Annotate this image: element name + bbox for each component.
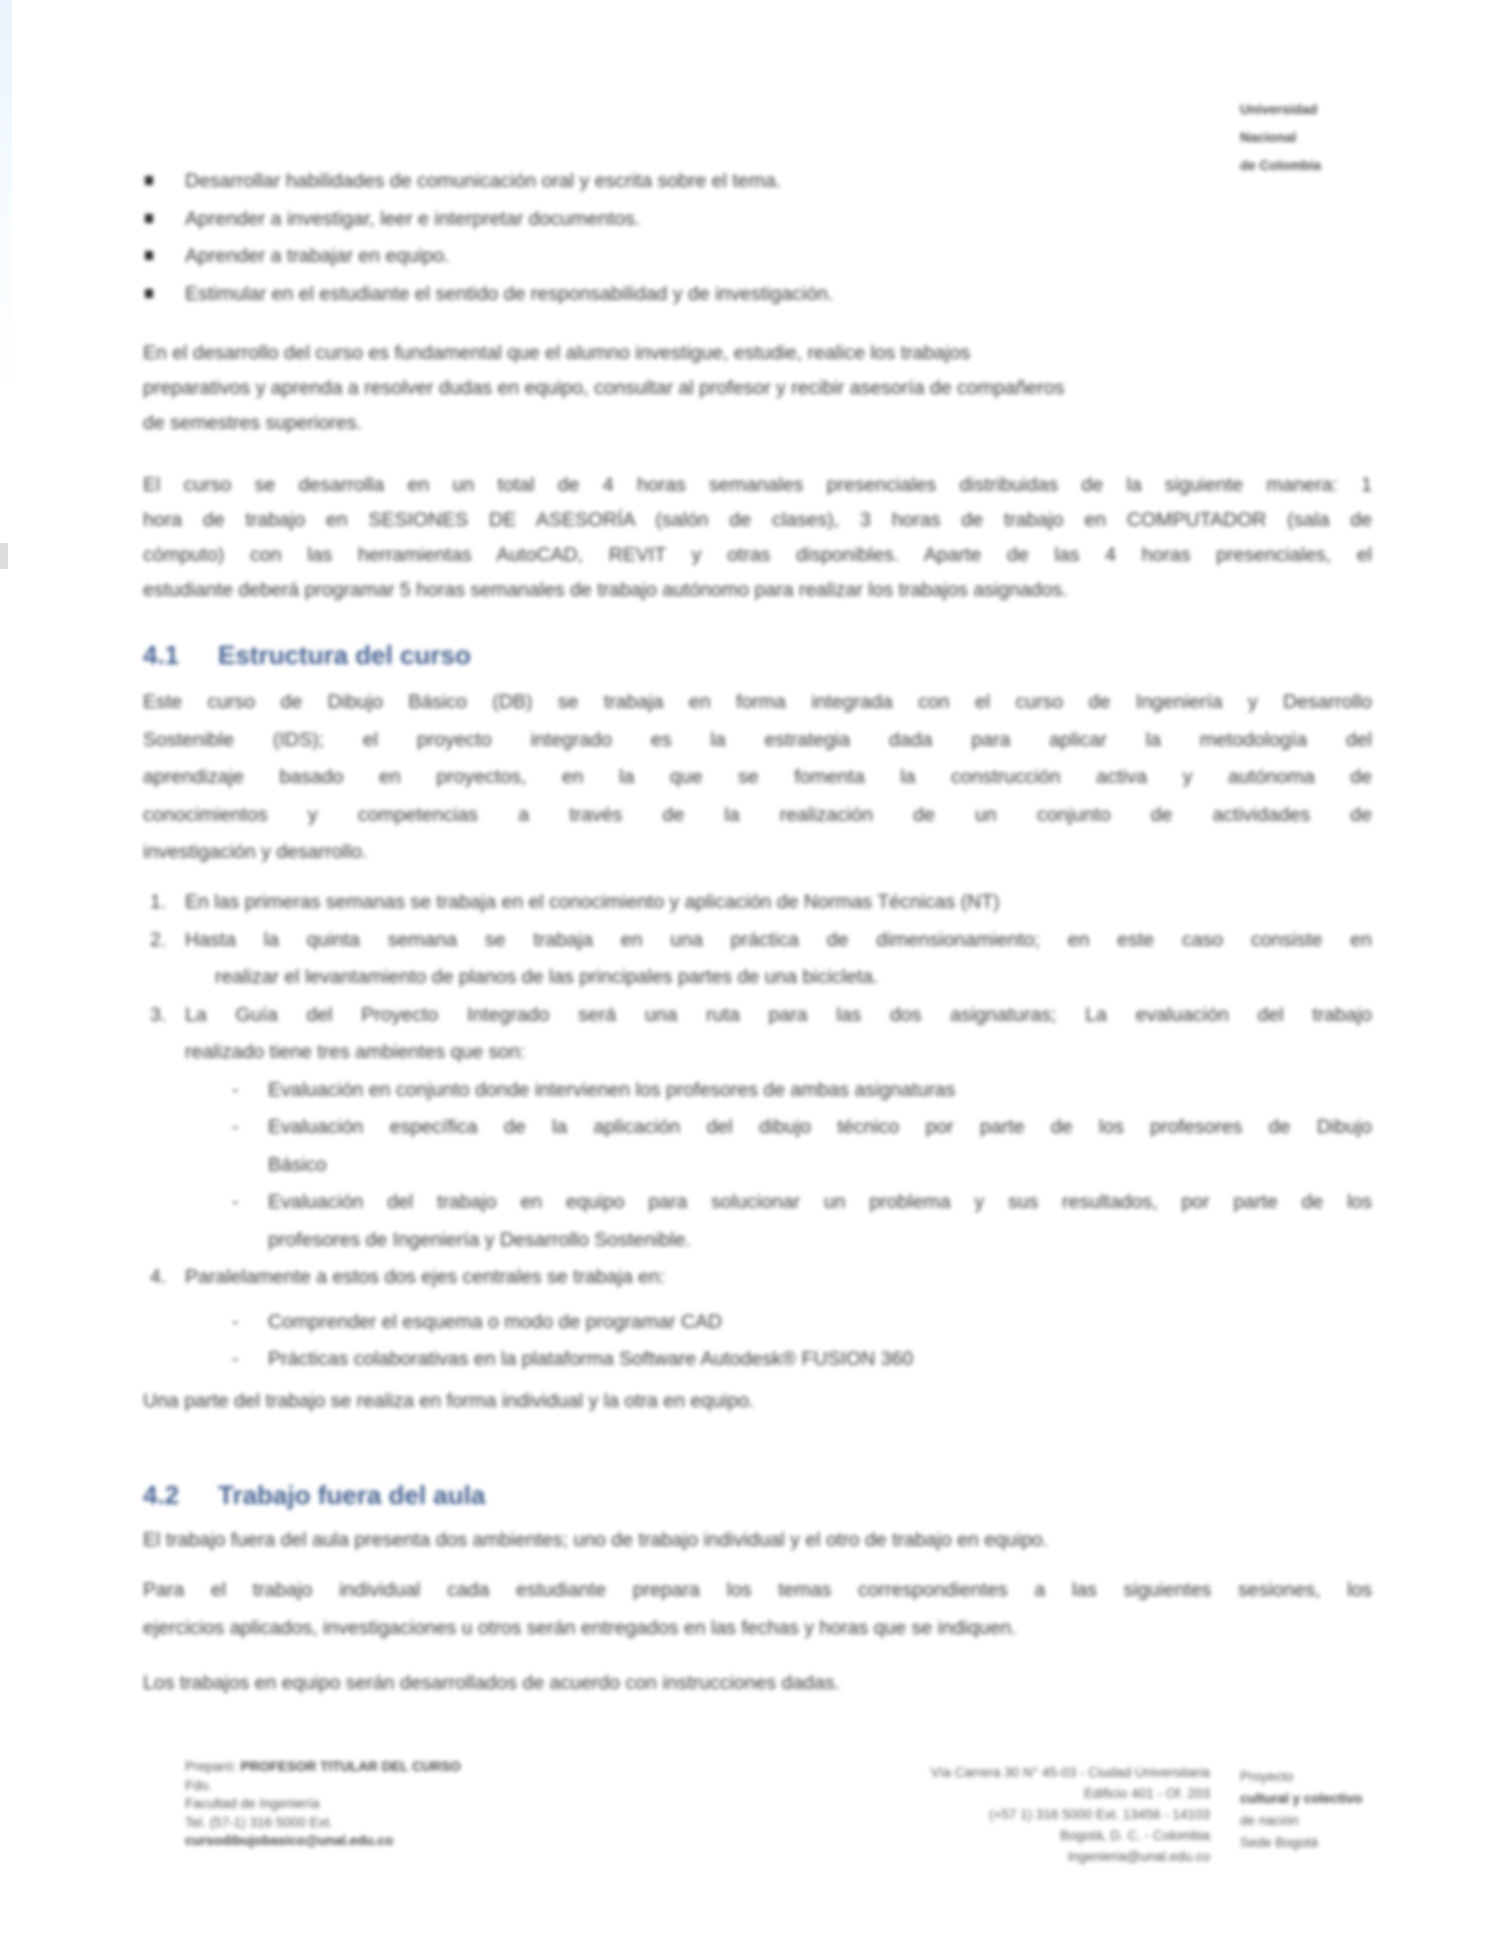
list-marker: 3. bbox=[150, 1003, 167, 1026]
heading-title: Estructura del curso bbox=[218, 640, 471, 670]
bullet-square-icon bbox=[145, 251, 153, 260]
list-item-text: Paralelamente a estos dos ejes centrales se trabaja en: bbox=[185, 1266, 666, 1288]
heading-title: Trabajo fuera del aula bbox=[218, 1480, 486, 1510]
dash-marker: - bbox=[232, 1191, 239, 1213]
list-item-continuation bbox=[143, 959, 1372, 997]
individual-work-paragraph bbox=[143, 1572, 1372, 1647]
footer-prepared-label: Preparó: bbox=[185, 1759, 241, 1774]
dash-marker: - bbox=[232, 1116, 239, 1138]
list-item-continuation bbox=[143, 1147, 1372, 1185]
paragraph-line: de semestres superiores. bbox=[143, 412, 362, 434]
paragraph-line: ejercicios aplicados, investigaciones u otros serán entregados en las fechas y horas que se indiquen. bbox=[143, 1616, 1017, 1639]
bullet-text: Desarrollar habilidades de comunicación oral y escrita sobre el tema. bbox=[185, 170, 782, 192]
list-item bbox=[143, 997, 1372, 1035]
list-item-text: Evaluación en conjunto donde intervienen los profesores de ambas asignaturas bbox=[268, 1078, 956, 1101]
footer-line: Vía Carrera 30 N° 45-03 - Ciudad Universitaria bbox=[930, 1765, 1210, 1780]
bullet-text: Aprender a investigar, leer e interpretar documentos. bbox=[185, 207, 641, 230]
list-item bbox=[143, 884, 1372, 922]
wordmark-line: Nacional bbox=[1240, 130, 1297, 145]
paragraph-line: investigación y desarrollo. bbox=[143, 841, 368, 863]
bullet-square-icon bbox=[145, 176, 153, 185]
course-points-list bbox=[143, 884, 1372, 1379]
footer-prepared-name: PROFESOR TITULAR DEL CURSO bbox=[240, 1759, 461, 1774]
paragraph-line: Una parte del trabajo se realiza en forma individual y la otra en equipo. bbox=[143, 1390, 755, 1412]
dash-marker: - bbox=[232, 1310, 239, 1333]
paragraph-line: Este curso de Dibujo Básico (DB) se trabaja en forma integrada con el curso de Ingeniería y Desarrollo bbox=[143, 691, 1372, 713]
paragraph-line: El curso se desarrolla en un total de 4 horas semanales presenciales distribuidas de la siguiente manera: 1 bbox=[143, 474, 1372, 496]
footer-line: Tel. (57-1) 316 5000 Ext. bbox=[185, 1814, 333, 1830]
footer-email: cursodibujobasico@unal.edu.co bbox=[185, 1833, 394, 1848]
list-item bbox=[143, 206, 1372, 244]
dash-marker: - bbox=[232, 1078, 239, 1101]
intro-paragraph bbox=[143, 336, 1372, 441]
structure-paragraph bbox=[143, 684, 1372, 872]
footer-email: ingenieria@unal.edu.co bbox=[1067, 1849, 1210, 1864]
list-item-text: realizado tiene tres ambientes que son: bbox=[185, 1041, 526, 1063]
paragraph-line: Para el trabajo individual cada estudiante prepara los temas correspondientes a las siguientes sesiones, los bbox=[143, 1579, 1372, 1601]
list-item bbox=[143, 168, 1372, 206]
list-item-continuation bbox=[143, 1222, 1372, 1260]
list-item-continuation bbox=[143, 1034, 1372, 1072]
list-item-text: Básico bbox=[268, 1153, 327, 1176]
list-item-text: La Guía del Proyecto Integrado será una ruta para las dos asignaturas; La evaluación del trabajo bbox=[185, 1003, 1372, 1026]
list-item bbox=[143, 281, 1372, 319]
footer-line: Sede Bogotá bbox=[1240, 1835, 1319, 1850]
footer-line: (+57 1) 316 5000 Ext. 13456 - 14103 bbox=[988, 1807, 1210, 1822]
heading-number: 4.2 bbox=[143, 1480, 180, 1510]
list-item-text: Comprender el esquema o modo de programar CAD bbox=[268, 1310, 723, 1333]
paragraph-line: hora de trabajo en SESIONES DE ASESORÍA (salón de clases), 3 horas de trabajo en COMPUTADOR (sala de bbox=[143, 509, 1372, 531]
list-item-text: En las primeras semanas se trabaja en el conocimiento y aplicación de Normas Técnicas (NT) bbox=[185, 891, 1000, 913]
paragraph-line: estudiante deberá programar 5 horas semanales de trabajo autónomo para realizar los trabajos asignados. bbox=[143, 579, 1068, 601]
heading-number: 4.1 bbox=[143, 640, 180, 670]
footer-line: Proyecto bbox=[1240, 1769, 1294, 1784]
list-item bbox=[143, 1341, 1372, 1379]
footer-line: de nación bbox=[1240, 1813, 1299, 1828]
footer-line bbox=[185, 1758, 505, 1777]
paragraph-line: En el desarrollo del curso es fundamental que el alumno investigue, estudie, realice los trabajos bbox=[143, 342, 971, 364]
bullet-square-icon bbox=[145, 289, 153, 298]
list-item bbox=[143, 1304, 1372, 1342]
list-item-text: realizar el levantamiento de planos de las principales partes de una bicicleta. bbox=[215, 966, 879, 988]
team-work-paragraph bbox=[143, 1666, 1372, 1701]
footer-signature-block bbox=[185, 1758, 505, 1851]
list-item bbox=[143, 243, 1372, 281]
footer-line: Bogotá, D. C. - Colombia bbox=[1059, 1828, 1210, 1843]
footer-line: Edificio 401 - Of. 203 bbox=[1083, 1786, 1210, 1801]
list-item bbox=[143, 1109, 1372, 1147]
schedule-paragraph bbox=[143, 468, 1372, 608]
bullet-text: Aprender a trabajar en equipo. bbox=[185, 245, 450, 267]
wordmark-line: de Colombia bbox=[1240, 158, 1322, 173]
paragraph-line: cómputo) con las herramientas AutoCAD, REVIT y otras disponibles. Aparte de las 4 horas presenciales, el bbox=[143, 544, 1372, 566]
list-item-text: Evaluación específica de la aplicación del dibujo técnico por parte de los profesores de Dibujo bbox=[268, 1116, 1372, 1138]
list-item-text: profesores de Ingeniería y Desarrollo Sostenible. bbox=[268, 1228, 691, 1251]
list-marker: 2. bbox=[150, 928, 167, 951]
list-marker: 1. bbox=[150, 891, 167, 913]
list-item-text: Prácticas colaborativas en la plataforma Software Autodesk® FUSION 360 bbox=[268, 1348, 914, 1370]
section-4-2-heading bbox=[143, 1480, 1372, 1511]
list-item bbox=[143, 1259, 1372, 1297]
footer-line: Fdo. bbox=[185, 1777, 213, 1793]
paragraph-line: preparativos y aprenda a resolver dudas en equipo, consultar al profesor y recibir asesoría de compañeros bbox=[143, 377, 1065, 399]
bullet-text: Estimular en el estudiante el sentido de responsabilidad y de investigación. bbox=[185, 282, 834, 305]
list-item bbox=[143, 1072, 1372, 1110]
list-item-text: Evaluación del trabajo en equipo para solucionar un problema y sus resultados, por parte de los bbox=[268, 1191, 1372, 1213]
paragraph-line: aprendizaje basado en proyectos, en la que se fomenta la construcción activa y autónoma de bbox=[143, 766, 1372, 788]
list-item-text: Hasta la quinta semana se trabaja en una práctica de dimensionamiento; en este caso consiste en bbox=[185, 928, 1372, 951]
objectives-list bbox=[143, 168, 1372, 318]
list-item bbox=[143, 1184, 1372, 1222]
footer-line: cultural y colectivo bbox=[1240, 1791, 1363, 1806]
paragraph-line: El trabajo fuera del aula presenta dos ambientes; uno de trabajo individual y el otro de trabajo en equipo. bbox=[143, 1529, 1049, 1551]
paragraph-line: Los trabajos en equipo serán desarrollados de acuerdo con instrucciones dadas. bbox=[143, 1672, 841, 1694]
outside-work-intro bbox=[143, 1523, 1372, 1558]
paragraph-line: conocimientos y competencias a través de la realización de un conjunto de actividades de bbox=[143, 803, 1372, 826]
wordmark-line: Universidad bbox=[1240, 102, 1318, 117]
bullet-square-icon bbox=[145, 214, 153, 223]
list-marker: 4. bbox=[150, 1266, 167, 1288]
dash-marker: - bbox=[232, 1348, 239, 1370]
footer-address-block bbox=[640, 1762, 1210, 1867]
section-4-1-heading bbox=[143, 640, 1372, 671]
footer-motto-block bbox=[1240, 1766, 1380, 1854]
paragraph-line: Sostenible (IDS); el proyecto integrado es la estrategia dada para aplicar la metodología del bbox=[143, 728, 1372, 751]
footer-line: Facultad de Ingeniería bbox=[185, 1796, 320, 1811]
individual-note-paragraph bbox=[143, 1384, 1372, 1419]
list-item bbox=[143, 922, 1372, 960]
